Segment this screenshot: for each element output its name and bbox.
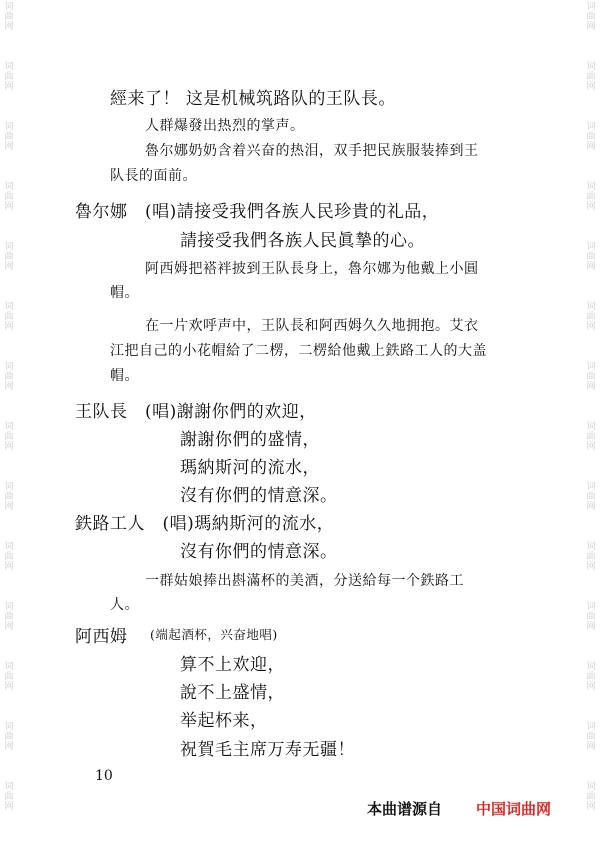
watermark-char: 网	[586, 802, 596, 812]
watermark-char: 网	[4, 202, 14, 212]
watermark-mark	[2, 602, 16, 632]
watermark-char: 曲	[586, 792, 596, 802]
watermark-char: 网	[4, 742, 14, 752]
watermark-char: 曲	[4, 672, 14, 682]
page-number: 10	[95, 768, 113, 784]
watermark-mark	[584, 662, 598, 692]
watermark-char: 网	[586, 142, 596, 152]
stage-direction: 魯尔娜奶奶含着兴奋的热泪，双手把民族服装捧到王	[145, 143, 479, 159]
stage-direction: 阿西姆把褡袢披到王队長身上，魯尔娜为他戴上小圓	[145, 261, 479, 277]
watermark-char: 曲	[4, 432, 14, 442]
watermark-char: 词	[4, 2, 14, 12]
dialogue-line: 說不上盛情，	[180, 683, 285, 703]
dialogue-line: 算不上欢迎，	[180, 655, 285, 675]
watermark-mark	[2, 782, 16, 812]
watermark-char: 曲	[586, 312, 596, 322]
watermark-mark	[584, 62, 598, 92]
watermark-char: 词	[4, 242, 14, 252]
watermark-mark	[2, 242, 16, 272]
watermark-char: 曲	[4, 372, 14, 382]
watermark-char: 网	[4, 142, 14, 152]
watermark-char: 曲	[4, 732, 14, 742]
watermark-char: 曲	[4, 312, 14, 322]
watermark-mark	[584, 182, 598, 212]
watermark-char: 网	[4, 562, 14, 572]
watermark-column-right	[584, 0, 598, 850]
watermark-char: 网	[586, 322, 596, 332]
watermark-char: 词	[586, 122, 596, 132]
watermark-char: 词	[4, 62, 14, 72]
dialogue-line: 沒有你們的情意深。	[180, 542, 338, 562]
watermark-column-left	[2, 0, 16, 850]
watermark-char: 网	[4, 262, 14, 272]
watermark-char: 曲	[586, 432, 596, 442]
watermark-char: 词	[4, 362, 14, 372]
watermark-char: 曲	[586, 672, 596, 682]
watermark-char: 网	[4, 382, 14, 392]
dialogue-line: 沒有你們的情意深。	[180, 486, 338, 506]
watermark-mark	[2, 122, 16, 152]
watermark-char: 词	[586, 782, 596, 792]
stage-direction: 江把自己的小花帽給了二楞，二楞給他戴上鉄路工人的大盖	[110, 343, 487, 359]
stage-direction: 队長的面前。	[110, 168, 197, 184]
watermark-char: 曲	[4, 612, 14, 622]
watermark-char: 曲	[586, 12, 596, 22]
watermark-char: 词	[586, 542, 596, 552]
watermark-char: 曲	[586, 132, 596, 142]
watermark-char: 词	[586, 662, 596, 672]
stage-direction: (端起酒杯，兴奋地唱)	[150, 627, 278, 642]
watermark-mark	[584, 122, 598, 152]
watermark-char: 词	[4, 122, 14, 132]
watermark-char: 网	[4, 502, 14, 512]
dialogue-line: 請接受我們各族人民眞摯的心。	[180, 231, 425, 251]
watermark-char: 网	[586, 562, 596, 572]
watermark-char: 网	[4, 22, 14, 32]
watermark-mark	[584, 782, 598, 812]
watermark-char: 曲	[586, 192, 596, 202]
watermark-char: 网	[586, 382, 596, 392]
watermark-mark	[2, 2, 16, 32]
watermark-mark	[584, 422, 598, 452]
watermark-mark	[2, 422, 16, 452]
watermark-char: 曲	[586, 492, 596, 502]
watermark-char: 网	[4, 82, 14, 92]
dialogue-line: 王队長 (唱)謝謝你們的欢迎，	[75, 402, 317, 422]
watermark-char: 曲	[586, 612, 596, 622]
watermark-mark	[2, 182, 16, 212]
watermark-char: 词	[4, 662, 14, 672]
watermark-mark	[584, 242, 598, 272]
watermark-char: 网	[4, 682, 14, 692]
watermark-char: 词	[4, 482, 14, 492]
watermark-char: 网	[586, 82, 596, 92]
watermark-char: 词	[586, 602, 596, 612]
stage-direction: 人。	[110, 597, 139, 613]
watermark-mark	[584, 362, 598, 392]
watermark-char: 网	[4, 622, 14, 632]
watermark-char: 网	[586, 22, 596, 32]
watermark-char: 词	[4, 602, 14, 612]
watermark-char: 网	[586, 622, 596, 632]
watermark-char: 词	[586, 62, 596, 72]
watermark-char: 词	[586, 242, 596, 252]
speaker-name: 阿西姆	[75, 627, 128, 647]
watermark-char: 曲	[4, 72, 14, 82]
watermark-mark	[584, 482, 598, 512]
watermark-char: 词	[586, 362, 596, 372]
watermark-mark	[2, 62, 16, 92]
watermark-char: 曲	[4, 192, 14, 202]
watermark-char: 词	[4, 542, 14, 552]
stage-direction: 一群姑娘捧出斟滿杯的美酒，分送給每一个鉄路工	[145, 573, 464, 589]
watermark-char: 词	[586, 422, 596, 432]
watermark-char: 词	[4, 782, 14, 792]
watermark-mark	[584, 2, 598, 32]
watermark-char: 网	[586, 502, 596, 512]
watermark-char: 网	[4, 322, 14, 332]
stage-direction: 人群爆發出热烈的掌声。	[145, 118, 305, 134]
watermark-char: 曲	[586, 372, 596, 382]
watermark-char: 曲	[586, 552, 596, 562]
dialogue-line: 謝謝你們的盛情，	[180, 430, 320, 450]
watermark-char: 曲	[4, 492, 14, 502]
dialogue-line: 鉄路工人 (唱)瑪納斯河的流水，	[75, 514, 335, 534]
watermark-char: 曲	[586, 252, 596, 262]
watermark-char: 网	[4, 802, 14, 812]
source-credit: 本曲谱源自	[367, 800, 443, 818]
watermark-char: 曲	[586, 732, 596, 742]
watermark-mark	[2, 722, 16, 752]
stage-direction: 帽。	[110, 285, 139, 301]
watermark-char: 曲	[586, 72, 596, 82]
watermark-mark	[2, 482, 16, 512]
watermark-char: 词	[4, 182, 14, 192]
watermark-mark	[584, 542, 598, 572]
watermark-char: 曲	[4, 552, 14, 562]
dialogue-line: 瑪納斯河的流水，	[180, 458, 320, 478]
watermark-mark	[2, 662, 16, 692]
text-line: 經来了！ 这是机械筑路队的王队長。	[110, 89, 396, 109]
watermark-char: 曲	[4, 792, 14, 802]
watermark-char: 网	[586, 202, 596, 212]
watermark-char: 词	[586, 302, 596, 312]
watermark-char: 词	[4, 722, 14, 732]
source-site-name: 中国词曲网	[476, 800, 552, 818]
watermark-char: 词	[4, 422, 14, 432]
watermark-char: 词	[586, 182, 596, 192]
watermark-char: 词	[4, 302, 14, 312]
watermark-char: 网	[586, 682, 596, 692]
watermark-char: 曲	[4, 252, 14, 262]
dialogue-line: 魯尔娜 (唱)請接受我們各族人民珍貴的礼品，	[75, 202, 440, 222]
watermark-mark	[584, 302, 598, 332]
watermark-char: 词	[586, 722, 596, 732]
watermark-char: 词	[586, 2, 596, 12]
stage-direction: 帽。	[110, 368, 139, 384]
watermark-mark	[584, 722, 598, 752]
watermark-mark	[2, 302, 16, 332]
dialogue-line: 举起杯来，	[180, 711, 268, 731]
watermark-mark	[2, 362, 16, 392]
watermark-char: 词	[586, 482, 596, 492]
watermark-mark	[584, 602, 598, 632]
dialogue-line: 祝賀毛主席万寿无疆！	[180, 740, 355, 760]
watermark-char: 网	[586, 442, 596, 452]
watermark-char: 网	[586, 742, 596, 752]
stage-direction: 在一片欢呼声中，王队長和阿西姆久久地拥抱。艾衣	[145, 318, 479, 334]
watermark-mark	[2, 542, 16, 572]
watermark-char: 曲	[4, 12, 14, 22]
watermark-char: 曲	[4, 132, 14, 142]
watermark-char: 网	[586, 262, 596, 272]
watermark-char: 网	[4, 442, 14, 452]
